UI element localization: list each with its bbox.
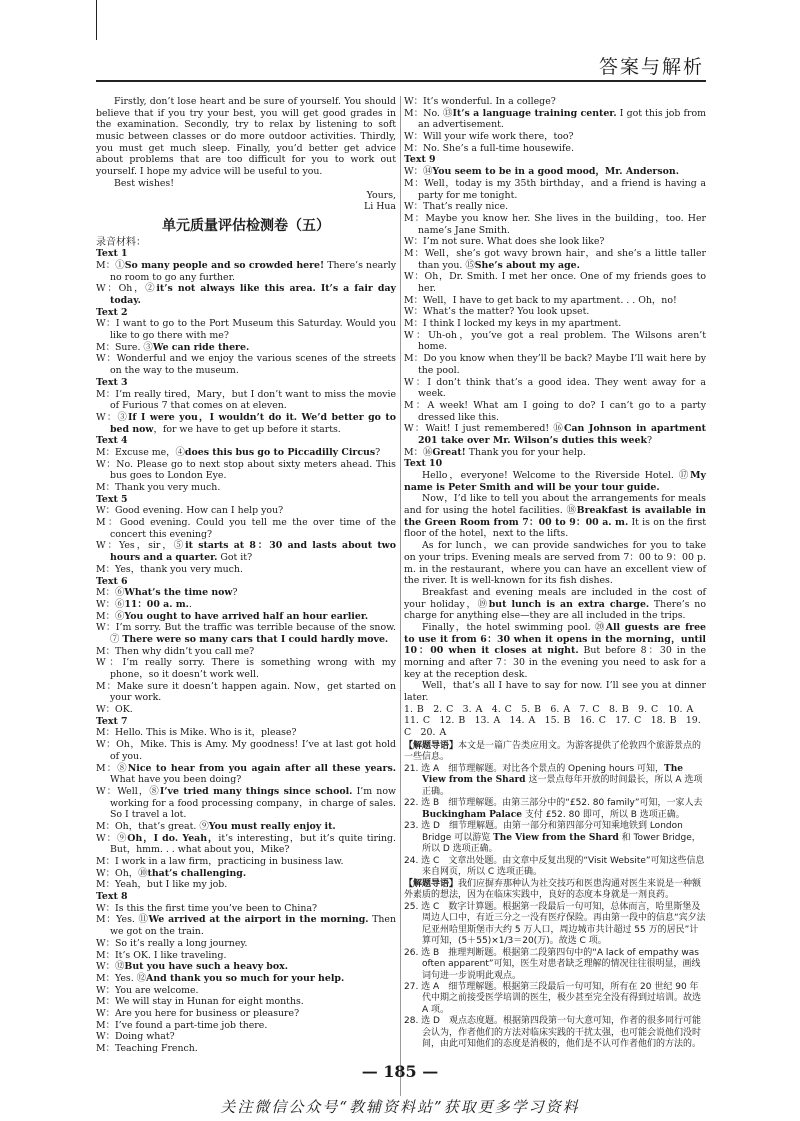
page-number: — 185 — (361, 1062, 439, 1081)
dialogue-line (96, 973, 396, 985)
dialogue-line (96, 611, 396, 623)
line-key-sentence: Nice to hear from you again after all these years. (127, 762, 396, 774)
line-key-sentence: I’ve tried many things since school. (159, 785, 353, 797)
line-text: W：I’m not sure. What does she look like? (404, 236, 605, 248)
line-text: Got it? (217, 552, 253, 564)
speech-text: As for lunch，we can provide sandwiches for you to take on your trips. Evening meals are served from 7：00 to 9：00 p. m. in the restaurant，where you can have an excellent view of the river. It is well-known for its fish dishes. (404, 540, 706, 587)
line-text: W：I’m really sorry. There is something wrong with my phone，so it doesn’t work well. (96, 657, 396, 680)
line-text: ，for we have to get up before it starts. (153, 423, 341, 435)
speech-paragraph (404, 680, 706, 703)
speech-key-sentence: My name is Peter Smith and will be your tour guide. (404, 470, 706, 493)
line-text: M：Make sure it doesn’t happen again. Now，get started on your work. (96, 680, 396, 704)
text-label: Text 3 (96, 376, 128, 388)
dialogue-line (96, 646, 396, 658)
dialogue-line (96, 833, 396, 856)
line-text: W：Oh，Mike. This is Amy. My goodness! I’ve at last got hold of you. (96, 739, 396, 762)
line-text: M：I’m really tired，Mary，but I don’t want to miss the movie of Furious 7 that comes on at eleven. (96, 388, 396, 412)
dialogue-line (404, 318, 706, 330)
line-text: . (188, 598, 192, 610)
line-key-sentence: does this bus go to Piccadilly Circus (184, 446, 376, 458)
line-text: M：No. ⑬ (404, 107, 453, 119)
line-text: ? (646, 434, 652, 446)
explanation-text: 这一景点每年开放的时间最长，所以 A 选项正确。 (422, 775, 703, 797)
dialogue-line (404, 330, 706, 353)
line-text: M：Yeah，but I like my job. (96, 879, 228, 891)
line-text: M：No. She’s a full-time housewife. (404, 142, 574, 154)
dialogue-line (404, 377, 706, 400)
line-key-sentence: that’s challenging. (147, 867, 247, 879)
line-key-sentence: There were so many cars that I could hardly move. (122, 633, 389, 645)
line-text: M：Yes. ⑪ (96, 914, 149, 926)
line-text: W：⑨ (96, 832, 128, 844)
explanation-text: 27. 选 A 细节理解题。根据第三段最后一句可知，所有在 20 世纪 90 年代中期之前接受医学培训的医生，极少甚至完全没有得到过培训。故选 A 项。 (404, 981, 702, 1015)
speech-text: Well，that’s all I have to say for now. I’ll see you at dinner later. (404, 680, 706, 704)
speech-text: Now，I’d like to tell you about the arrangements for meals and for using the hotel facilities. ⑱ (404, 493, 706, 517)
line-text: W：Wait! I just remembered! ⑯ (404, 423, 565, 435)
explanation-item (404, 798, 706, 821)
section-title: 单元质量评估检测卷（五） (162, 217, 330, 234)
line-text: M：Sure. ③ (96, 341, 153, 353)
explanation-text: 本文是一篇广告类应用文。为游客提供了伦敦四个旅游景点的一些信息。 (404, 740, 702, 763)
dialogue-line (96, 260, 396, 283)
page-header (0, 0, 800, 82)
dialogue-line (96, 821, 396, 833)
header-title: 答案与解析 (598, 56, 704, 78)
line-text: W：Are you here for business or pleasure? (96, 1007, 300, 1019)
left-transcript (96, 248, 396, 1054)
dialogue-line (404, 447, 706, 459)
speech-text: It is on the first floor of the hotel，next to the lifts. (404, 516, 706, 540)
dialogue-line (96, 786, 396, 821)
line-text: M：Well，I have to get back to my apartment. . . Oh，no! (404, 294, 677, 306)
line-text: M：Do you know when they’ll be back? Maybe I’ll wait here by the pool. (404, 353, 706, 376)
line-text: W：Uh-oh，you’ve got a real problem. The Wilsons aren’t home. (404, 329, 706, 353)
dialogue-line (404, 306, 706, 318)
explanation-text: 23. 选 D 细节理解题。由第一部分和第四部分可知乘地铁到 London Bridge 可以游览 (404, 821, 683, 843)
line-text: M：A week! What am I going to do? I can’t go to a party dressed like this. (404, 399, 706, 423)
line-text: W：Oh，② (96, 283, 157, 295)
dialogue-line (404, 236, 706, 248)
dialogue-line (404, 213, 706, 236)
dialogue-line (96, 1020, 396, 1032)
line-text: M：I work in a law firm，practicing in business law. (96, 856, 344, 867)
explanation-text: 25. 选 C 数字计算题。根据第一段最后一句可知，总体而言，哈里斯堡及周边人口中，有近三分之一没有医疗保险。再由第一段中的信息“宾夕法尼亚州哈里斯堡市大约 5 万人口，周边城市共计超过 55 万的居民”计算可知，(5＋55)×1/3＝20(万)。故选 C 项。 (404, 901, 706, 947)
right-column (404, 96, 706, 1051)
dialogue-line (96, 950, 396, 962)
line-key-sentence: Can Johnson in apartment 201 take over Mr. Wilson’s duties this week (418, 423, 706, 446)
line-text: W：I want to go to the Port Museum this Saturday. Would you like to go there with me? (96, 318, 396, 342)
line-text: W：⑥ (96, 598, 125, 610)
dialogue-line (404, 353, 706, 376)
speech-key-sentence: but lunch is an extra charge. (488, 598, 650, 610)
dialogue-line (404, 423, 706, 446)
dialogue-line (404, 178, 706, 201)
dialogue-line (404, 248, 706, 271)
material-label: 录音材料： (96, 236, 146, 248)
dialogue-line (96, 763, 396, 786)
dialogue-line (96, 412, 396, 435)
explanation-text: 支付 £52. 80 即可，所以 B 选项正确。 (521, 809, 685, 820)
speech-key-sentence: All guests are free to use it from 6：30 when it opens in the morning，until 10：00 when it closes at night. (404, 621, 706, 657)
text-label: Text 10 (404, 458, 443, 470)
dialogue-line (404, 201, 706, 213)
line-text: W：So it’s really a long journey. (96, 937, 248, 949)
dialogue-line (96, 879, 396, 891)
dialogue-line (96, 318, 396, 341)
line-text: M：Maybe you know her. She lives in the building，too. Her name’s Jane Smith. (404, 212, 706, 236)
explanation-item (404, 856, 706, 879)
text-label: Text 1 (96, 248, 128, 260)
dialogue-line (96, 996, 396, 1008)
dialogue-line (96, 868, 396, 880)
dialogue-line (96, 903, 396, 915)
dialogue-line (96, 599, 396, 611)
line-key-sentence: 11：00 a. m. (124, 598, 189, 610)
line-text: M：Yes，thank you very much. (96, 563, 243, 575)
left-column (96, 96, 396, 1055)
text10-speech (404, 470, 706, 704)
dialogue-line (96, 1008, 396, 1020)
line-text: M：Well，she’s got wavy brown hair，and she’s a little taller than you. ⑮ (404, 247, 706, 271)
letter-sign-name: Li Hua (363, 201, 396, 213)
explanation-item (404, 948, 706, 982)
speech-paragraph (404, 470, 706, 493)
header-rule (96, 80, 706, 82)
line-text: W：OK. (96, 704, 133, 716)
line-text: Thank you for your help. (465, 446, 586, 458)
dialogue-line (96, 1031, 396, 1043)
line-text: W：No. Please go to next stop about sixty meters ahead. This bus goes to London Eye. (96, 458, 396, 482)
speech-paragraph (404, 622, 706, 680)
explanation-english: The View from the Shard (493, 832, 619, 843)
answers-row-2: 11. C 12. B 13. A 14. A 15. B 16. C 17. C 18. B 19. C 20. A (404, 715, 701, 739)
line-key-sentence: It’s a language training center. (452, 107, 617, 119)
line-text: M：⑯ (404, 446, 433, 458)
explanation-text: 24. 选 C 文章出处题。由文章中反复出现的“Visit Website”可知这些信息来自网页，所以 C 选项正确。 (404, 855, 705, 878)
line-key-sentence: So many people and so crowded here! (124, 259, 325, 271)
letter-closing: Best wishes! (114, 177, 174, 189)
line-text: M：Hello. This is Mike. Who is it，please? (96, 727, 297, 739)
dialogue-line (96, 622, 396, 645)
explanation-text: 28. 选 D 观点态度题。根据第四段第一句大意可知，作者的很多同行可能会认为，作者他们的方法对临床实践的干扰太强，也可能会说他们没时间，由此可知他们的态度是消极的，他们是不认可作者他们的方法的。 (404, 1016, 702, 1050)
dialogue-line (96, 704, 396, 716)
line-text: M：It’s OK. I like traveling. (96, 949, 227, 961)
dialogue-line (96, 681, 396, 704)
dialogue-line (96, 856, 396, 868)
dialogue-line (404, 166, 706, 178)
explanation-english: Buckingham Palace (422, 809, 522, 820)
line-text: Then we got on the train. (110, 914, 397, 938)
line-text: W：Doing what? (96, 1031, 175, 1043)
explanation-text: 22. 选 B 细节理解题。由第三部分中的“£52. 80 family”可知，一家人去 (404, 798, 703, 809)
line-text: M：I think I locked my keys in my apartment. (404, 318, 622, 330)
line-key-sentence: Oh，I do. Yeah， (127, 832, 219, 844)
dialogue-line (96, 727, 396, 739)
letter-sign-yours: Yours, (366, 189, 396, 201)
line-text: W：I don’t think that’s a good idea. They went away for a week. (404, 376, 706, 400)
line-text: W：Yes，sir，⑤ (96, 540, 186, 552)
dialogue-line (404, 143, 706, 155)
line-text: W：That’s really nice. (404, 201, 509, 213)
right-transcript (404, 96, 706, 470)
answers-row-1: 1. B 2. C 3. A 4. C 5. B 6. A 7. C 8. B 9. C 10. A (404, 703, 694, 715)
dialogue-line (96, 353, 396, 376)
line-key-sentence: We arrived at the airport in the morning. (148, 914, 369, 926)
line-text: W：Is this the first time you’ve been to China? (96, 902, 318, 914)
speech-paragraph (404, 493, 706, 540)
line-text: M：⑥ (96, 587, 125, 599)
text-label: Text 5 (96, 493, 128, 505)
explanation-intro (404, 741, 706, 764)
line-text: it’s interesting，but it’s quite tiring. But，hmm. . . what about you，Mike? (110, 832, 396, 856)
line-key-sentence: You seem to be in a good mood，Mr. Anderson. (432, 166, 679, 178)
dialogue-line (96, 505, 396, 517)
speech-key-sentence: Breakfast is available in the Green Room from 7：00 to 9：00 a. m. (404, 505, 706, 528)
dialogue-line (404, 96, 706, 108)
line-text: W：⑫ (96, 961, 125, 973)
line-text: M：I’ve found a part-time job there. (96, 1019, 268, 1031)
line-text: W：I’m sorry. But the traffic was terrible because of the snow. ⑦ (96, 622, 396, 645)
speech-paragraph (404, 587, 706, 622)
text-label: Text 2 (96, 306, 128, 318)
speech-text: Hello，everyone! Welcome to the Riverside Hotel. ⑰ (422, 470, 691, 481)
dialogue-line (404, 131, 706, 143)
line-text: W：Oh，Dr. Smith. I met her once. One of my friends goes to her. (404, 271, 706, 294)
dialogue-line (96, 657, 396, 680)
dialogue-line (96, 587, 396, 599)
line-key-sentence: What’s the time now (124, 587, 233, 599)
line-text: W：It’s wonderful. In a college? (404, 96, 556, 107)
letter-body: Firstly, don’t lose heart and be sure of yourself. You should believe that if you try your best, you will get good grades in the examination. Secondly, try to relax by listening to soft music between classes or do more outdoor activities. Thirdly, you must get much sleep. Finally, you’d better get advice about problems that are too difficult for you to work out yourself. I hope my advice will be useful to you. (96, 96, 396, 178)
line-text: M：⑧ (96, 762, 128, 774)
speech-paragraph (404, 540, 706, 587)
line-text: M：Yes. ⑫ (96, 972, 147, 984)
explanation-item (404, 902, 706, 948)
line-key-sentence: it starts at 8：30 and lasts about two hours and a quarter. (110, 540, 396, 564)
dialogue-line (96, 517, 396, 540)
line-text: I’m now working for a food processing company，in charge of sales. So I travel a lot. (110, 785, 396, 821)
explanation-item (404, 1016, 706, 1050)
explanation-text: 26. 选 B 推理判断题。根据第二段第四句中的“A lack of empathy was often apparent”可知，医生对患者缺乏理解的情况往往很明显，画线词句进一步说明此观点。 (404, 947, 701, 981)
explanation-text: 和 Tower Bridge，所以 D 选项正确。 (422, 832, 701, 855)
explanation-tag: 【解题导语】 (404, 878, 459, 889)
dialogue-line (96, 459, 396, 482)
line-key-sentence: it’s not always like this area. It’s a fair day today. (110, 283, 396, 306)
line-text: M：Teaching French. (96, 1043, 198, 1054)
line-text: M：Then why didn’t you call me? (96, 645, 255, 657)
line-text: W：Good evening. How can I help you? (96, 505, 284, 517)
line-text: M：We will stay in Hunan for eight months. (96, 996, 304, 1008)
explanation-item (404, 764, 706, 798)
line-text: W：What’s the matter? You look upset. (404, 306, 590, 318)
footer-note: 关注微信公众号“教辅资料站”获取更多学习资料 (220, 1098, 580, 1116)
line-text: M：① (96, 259, 125, 271)
line-key-sentence: You ought to have arrived half an hour earlier. (124, 610, 369, 622)
line-text: W：Will your wife work there，too? (404, 131, 574, 143)
column-divider (400, 96, 401, 1096)
text-label: Text 4 (96, 435, 128, 447)
line-text: M：Well，today is my 35th birthday，and a friend is having a party for me tonight. (404, 177, 706, 201)
explanation-text: 我们应摒弃那种认为社交技巧和医患沟通对医生来说是一种额外素质的想法，因为在临床实践中，良好的态度本身就是一剂良药。 (404, 878, 702, 901)
explanation-english: The View from the Shard (422, 763, 684, 786)
line-text: W：③ (96, 411, 129, 423)
text-label: Text 7 (96, 715, 128, 727)
dialogue-line (404, 271, 706, 294)
line-text: What have you been doing? (110, 774, 242, 786)
dialogue-line (96, 482, 396, 494)
line-text: W：⑭ (404, 166, 433, 178)
explanation-tag: 【解题导语】 (404, 740, 459, 751)
dialogue-line (96, 914, 396, 937)
speech-text: Breakfast and evening meals are included in the cost of your holiday，⑲ (404, 586, 706, 610)
dialogue-line (96, 342, 396, 354)
line-text: M：⑥ (96, 610, 125, 622)
answer-explanations (404, 741, 706, 1051)
dialogue-line (96, 447, 396, 459)
header-corner-rule (0, 0, 97, 40)
line-text: M：Good evening. Could you tell me the over time of the concert this evening? (96, 517, 396, 540)
line-text: W：You are welcome. (96, 984, 199, 996)
line-text: ? (375, 446, 381, 458)
line-text: M：Thank you very much. (96, 482, 221, 493)
line-text: There’s nearly no room to go any further. (110, 259, 396, 283)
line-text: W：Well，⑧ (96, 785, 160, 797)
dialogue-line (96, 564, 396, 576)
line-key-sentence: You must really enjoy it. (208, 820, 336, 832)
explanation-item (404, 982, 706, 1016)
explanation-text: 21. 选 A 细节理解题。对比各个景点的 Opening hours 可知， (404, 763, 665, 774)
dialogue-line (96, 961, 396, 973)
speech-text: There’s no charge for anything else—they are all included in the trips. (404, 598, 706, 622)
dialogue-line (96, 938, 396, 950)
line-key-sentence: And thank you so much for your help. (146, 972, 345, 984)
text-label: Text 9 (404, 154, 436, 166)
dialogue-line (404, 108, 706, 131)
line-key-sentence: We can ride there. (152, 341, 250, 353)
line-key-sentence: She’s about my age. (474, 259, 580, 271)
line-text: M：Oh，that’s great. ⑨ (96, 820, 209, 832)
dialogue-line (96, 739, 396, 762)
line-text: ? (232, 587, 238, 599)
line-key-sentence: But you have such a heavy box. (124, 961, 288, 973)
line-key-sentence: If I were you，I wouldn’t do it. We’d better go to bed now (110, 411, 396, 435)
speech-text: But before 8：30 in the morning and after 7：30 in the evening you need to ask for a key at the reception desk. (404, 645, 706, 680)
line-key-sentence: Great! (432, 446, 466, 458)
explanation-item (404, 821, 706, 855)
dialogue-line (96, 389, 396, 412)
dialogue-line (96, 1043, 396, 1055)
dialogue-line (404, 400, 706, 423)
dialogue-line (96, 283, 396, 306)
line-text: W：Wonderful and we enjoy the various scenes of the streets on the way to the museum. (96, 353, 396, 377)
text-label: Text 6 (96, 575, 128, 587)
dialogue-line (96, 540, 396, 563)
explanation-intro (404, 879, 706, 902)
line-text: I got this job from an advertisement. (418, 107, 706, 131)
dialogue-line (404, 295, 706, 307)
speech-text: Finally，the hotel swimming pool. ⑳ (422, 621, 606, 633)
line-text: W：Oh，⑩ (96, 867, 148, 879)
dialogue-line (96, 985, 396, 997)
line-text: M：Excuse me，④ (96, 446, 185, 458)
text-label: Text 8 (96, 891, 128, 903)
